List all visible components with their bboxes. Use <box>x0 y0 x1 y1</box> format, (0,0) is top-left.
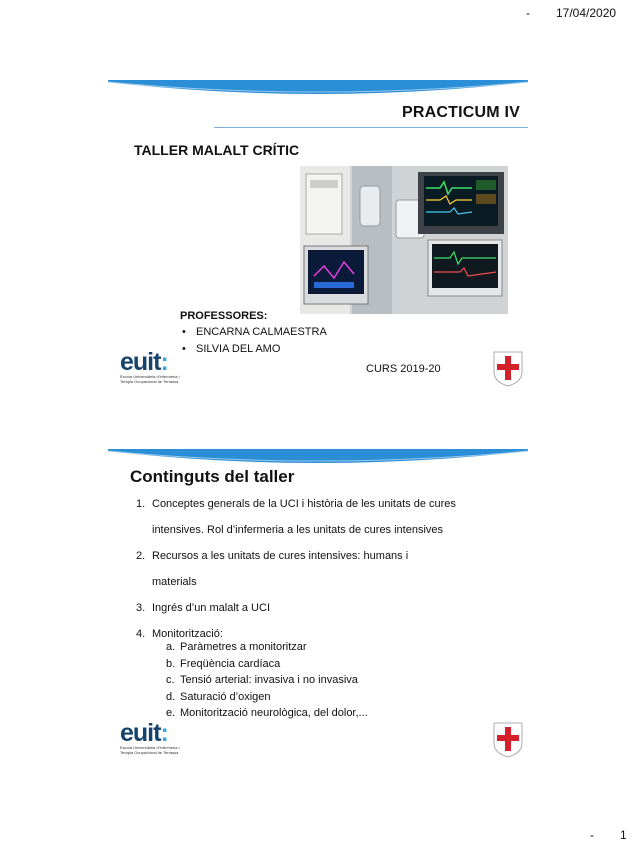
slide-2 <box>108 449 528 769</box>
sublist-item: a. Paràmetres a monitoritzar <box>166 641 307 653</box>
icu-monitors-photo <box>300 166 508 314</box>
euit-logo-subtext: Escola Universitària d'Infermeria i Teràpia Ocupacional de Terrassa <box>120 374 180 384</box>
professor-name: • ENCARNA CALMAESTRA <box>196 324 327 341</box>
header-dash: - <box>526 6 530 20</box>
list-item: 1. Conceptes generals de la UCI i història de les unitats de cures <box>136 498 456 510</box>
slide-title: Continguts del taller <box>130 467 295 486</box>
slide-subtitle: TALLER MALALT CRÍTIC <box>134 142 300 158</box>
list-item: 3. Ingrés d’un malalt a UCI <box>136 602 270 614</box>
cross-logo <box>492 721 524 761</box>
header-date: 17/04/2020 <box>556 6 617 20</box>
cross-logo <box>492 350 524 390</box>
slide-1 <box>108 80 528 408</box>
sublist-item: c. Tensió arterial: invasiva i no invasiva <box>166 674 358 686</box>
list-item: intensives. Rol d’infermeria a les unitats de cures intensives <box>152 524 444 536</box>
monitoring-sublist <box>166 639 368 722</box>
euit-logo-subtext: Escola Universitària d'Infermeria i Teràpia Ocupacional de Terrassa <box>120 745 180 755</box>
sublist-item: e. Monitorització neurològica, del dolor,... <box>166 707 368 719</box>
footer-dash: - <box>590 828 594 842</box>
title-rule <box>214 127 528 128</box>
euit-logo-text: euit <box>120 719 161 747</box>
professors-title: PROFESSORES: <box>180 310 268 322</box>
professor-name: • SILVIA DEL AMO <box>196 341 327 358</box>
sublist-item: d. Saturació d’oxigen <box>166 690 271 703</box>
header-swoosh <box>108 80 528 104</box>
sublist-item: b. Freqüència cardíaca <box>166 657 281 670</box>
list-item: 2. Recursos a les unitats de cures intensives: humans i <box>136 550 409 562</box>
professors-block <box>180 310 327 358</box>
course-year: CURS 2019-20 <box>366 363 441 375</box>
euit-logo: euit: Escola Universitària d'Infermeria i Teràpia Ocupacional de Terrassa <box>120 348 180 384</box>
euit-logo: euit: Escola Universitària d'Infermeria i Teràpia Ocupacional de Terrassa <box>120 719 180 755</box>
page-number: 1 <box>620 828 627 842</box>
contents-list <box>138 491 518 647</box>
list-item: 4. Monitorització: <box>136 628 223 640</box>
slide-title: PRACTICUM IV <box>402 104 520 121</box>
euit-logo-text: euit <box>120 348 161 376</box>
list-item: materials <box>152 576 197 588</box>
